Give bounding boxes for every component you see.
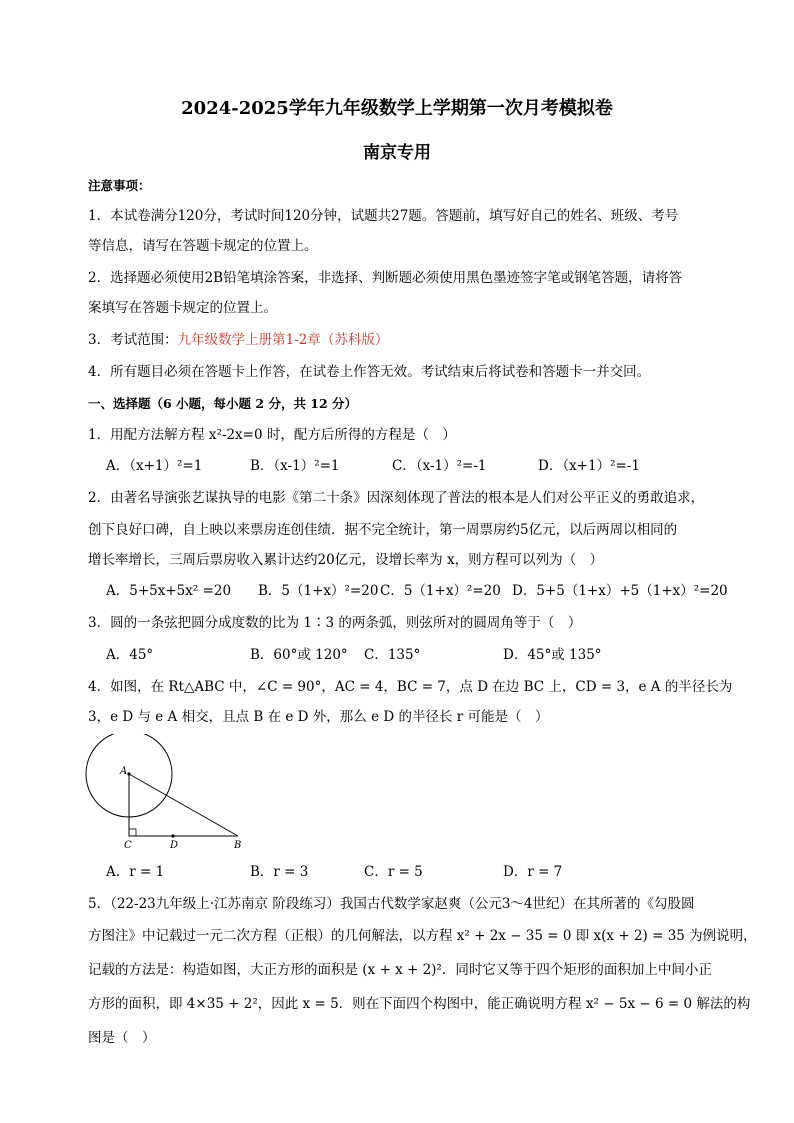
page-subtitle: 南京专用 <box>363 143 431 163</box>
notice-item-2-line-2: 案填写在答题卡规定的位置上。 <box>88 300 277 316</box>
notice-item-1-line-2: 等信息，请写在答题卡规定的位置上。 <box>88 238 318 254</box>
q2-option-a: A．5+5x+5x² =20 <box>106 583 232 599</box>
q2-line-3: 增长率增长，三周后票房收入累计达约20亿元，设增长率为 x，则方程可以列为（ ） <box>88 552 604 568</box>
q5-line-3: 记载的方法是：构造如图，大正方形的面积是 (x + x + 2)²．同时它又等于四个矩形的面积加上中间小正 <box>88 962 712 978</box>
q1-option-a: A．（x+1）²=1 <box>106 458 203 474</box>
q4-option-c: C．r = 5 <box>364 864 423 880</box>
q5-line-2: 方图注》中记载过一元二次方程（正根）的几何解法，以方程 x² + 2x − 35 = 0 即 x(x + 2) = 35 为例说明， <box>88 928 757 944</box>
q2-option-b: B．5（1+x）²=20 <box>258 583 379 599</box>
q5-line-1: 5．（22-23九年级上·江苏南京 阶段练习）我国古代数学家赵爽（公元3～4世纪）在其所著的《勾股圆 <box>88 896 695 912</box>
notice-heading: 注意事项： <box>88 178 151 193</box>
q5-line-4: 方形的面积，即 4×35 + 2²，因此 x = 5．则在下面四个构图中，能正确说明方程 x² − 5x − 6 = 0 解法的构 <box>88 996 751 1012</box>
q2-line-1: 2．由著名导演张艺谋执导的电影《第二十条》因深刻体现了普法的根本是人们对公平正义的勇敢追求， <box>88 490 705 506</box>
notice-item-2-line-1: 2．选择题必须使用2B铅笔填涂答案，非选择、判断题必须使用黑色墨迹签字笔或钢笔答题，请将答 <box>88 270 683 286</box>
q1-option-d: D．（x+1）²=-1 <box>538 458 640 474</box>
right-angle-mark <box>129 829 136 836</box>
q3-option-d: D．45°或 135° <box>503 647 602 663</box>
q4-line-2: 3，e D 与 e A 相交，且点 B 在 e D 外，那么 e D 的半径长 r 可能是（ ） <box>88 709 549 725</box>
label-b: B <box>234 840 242 851</box>
page-title: 2024-2025学年九年级数学上学期第一次月考模拟卷 <box>181 98 613 119</box>
notice-item-3 <box>88 330 718 350</box>
q5-line-5: 图是（ ） <box>88 1030 156 1046</box>
q4-option-b: B．r = 3 <box>250 864 309 880</box>
exam-scope: 九年级数学上册第1-2章（苏科版） <box>177 332 389 348</box>
point-d <box>171 834 174 837</box>
label-a: A <box>120 766 128 777</box>
label-c: C <box>124 840 132 851</box>
section-1-heading: 一、选择题（6 小题，每小题 2 分，共 12 分） <box>88 396 358 411</box>
notice-item-4: 4．所有题目必须在答题卡上作答，在试卷上作答无效。考试结束后将试卷和答题卡一并交回。 <box>88 364 651 380</box>
q4-option-d: D．r = 7 <box>503 864 563 880</box>
q4-figure <box>84 734 254 854</box>
q3-option-c: C．135° <box>364 647 421 663</box>
label-d: D <box>170 840 179 851</box>
q4-option-a: A．r = 1 <box>106 864 165 880</box>
q3-option-b: B．60°或 120° <box>250 647 348 663</box>
point-a <box>127 772 130 775</box>
q1-stem: 1．用配方法解方程 x²-2x=0 时，配方后所得的方程是（ ） <box>88 427 456 443</box>
q1-option-c: C．（x-1）²=-1 <box>392 458 487 474</box>
q3-stem: 3．圆的一条弦把圆分成度数的比为 1∶3 的两条弧，则弦所对的圆周角等于（ ） <box>88 615 582 631</box>
q3-option-a: A．45° <box>106 647 154 663</box>
q1-option-b: B．（x-1）²=1 <box>250 458 340 474</box>
notice-item-1-line-1: 1．本试卷满分120分，考试时间120分钟，试题共27题。答题前，填写好自己的姓名、班级、考号 <box>88 208 679 224</box>
segment-ab <box>129 774 238 836</box>
q2-line-2: 创下良好口碑，自上映以来票房连创佳绩．据不完全统计，第一周票房约5亿元，以后两周以相同的 <box>88 522 678 538</box>
notice-item-3-prefix: 3．考试范围： <box>88 332 178 348</box>
q2-option-d: D．5+5（1+x）+5（1+x）²=20 <box>512 583 728 599</box>
q2-option-c: C．5（1+x）²=20 <box>380 583 501 599</box>
q4-line-1: 4．如图，在 Rt△ABC 中，∠C = 90°，AC = 4，BC = 7，点 D 在边 BC 上，CD = 3，e A 的半径长为 <box>88 679 733 695</box>
